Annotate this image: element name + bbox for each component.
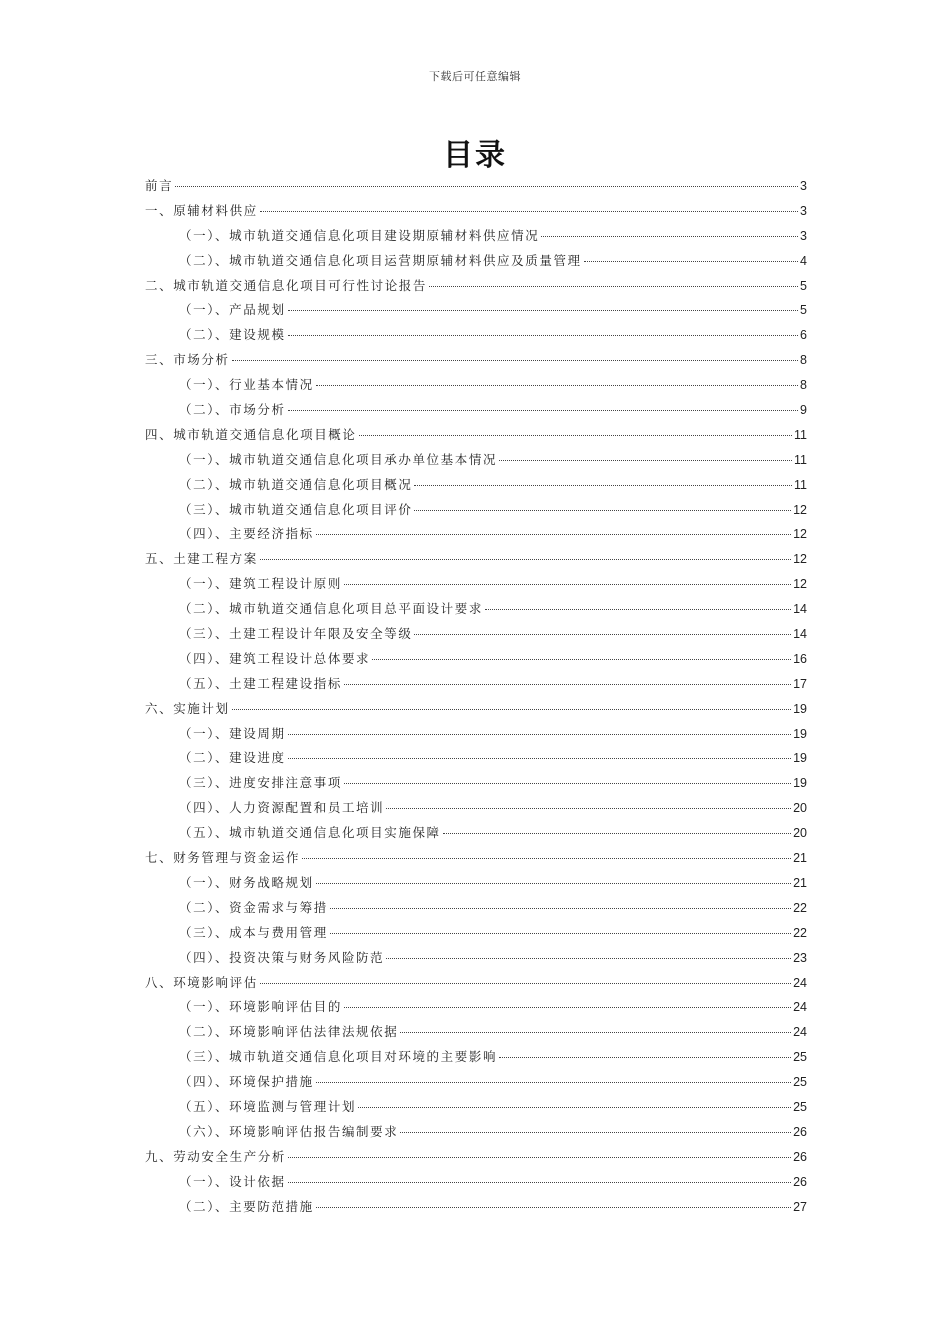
toc-entry[interactable]: [145, 226, 807, 251]
toc-entry-label: （一）、产品规划: [179, 302, 286, 318]
toc-entry[interactable]: [145, 574, 807, 599]
toc-entry-page-number: 26: [793, 1124, 807, 1139]
toc-entry-page-number: 5: [800, 278, 807, 293]
toc-entry-label: （二）、城市轨道交通信息化项目总平面设计要求: [179, 601, 483, 617]
dot-leader: [414, 510, 791, 511]
toc-entry-page-number: 14: [793, 627, 807, 642]
toc-entry-label: （三）、成本与费用管理: [179, 924, 328, 940]
toc-entry[interactable]: [145, 276, 807, 301]
toc-entry[interactable]: [145, 649, 807, 674]
page-title: 目录: [443, 138, 507, 173]
toc-entry-label: （四）、建筑工程设计总体要求: [179, 650, 371, 666]
dot-leader: [584, 261, 798, 262]
dot-leader: [359, 435, 793, 436]
toc-entry-page-number: 20: [793, 826, 807, 841]
toc-entry[interactable]: [145, 873, 807, 898]
dot-leader: [260, 983, 791, 984]
dot-leader: [358, 1107, 791, 1108]
toc-entry[interactable]: [145, 973, 807, 998]
dot-leader: [344, 1007, 791, 1008]
toc-entry-label: （三）、进度安排注意事项: [179, 775, 342, 791]
dot-leader: [344, 584, 791, 585]
toc-entry-label: （五）、环境监测与管理计划: [179, 1098, 357, 1114]
toc-entry[interactable]: [145, 251, 807, 276]
toc-entry-page-number: 12: [793, 502, 807, 517]
toc-entry-label: （四）、人力资源配置和员工培训: [179, 800, 385, 816]
dot-leader: [288, 1182, 792, 1183]
toc-entry-label: （一）、财务战略规划: [179, 874, 314, 890]
dot-leader: [232, 709, 791, 710]
toc-entry[interactable]: [145, 1072, 807, 1097]
toc-entry[interactable]: [145, 798, 807, 823]
toc-entry[interactable]: [145, 201, 807, 226]
toc-entry[interactable]: [145, 549, 807, 574]
toc-entry-label: 四、城市轨道交通信息化项目概论: [145, 426, 357, 442]
toc-entry-label: （一）、建设周期: [179, 725, 286, 741]
dot-leader: [485, 609, 791, 610]
dot-leader: [344, 783, 791, 784]
toc-entry[interactable]: [145, 599, 807, 624]
dot-leader: [386, 958, 791, 959]
toc-entry-page-number: 4: [800, 253, 807, 268]
toc-entry-label: （四）、环境保护措施: [179, 1074, 314, 1090]
toc-entry-page-number: 22: [793, 925, 807, 940]
dot-leader: [232, 360, 798, 361]
dot-leader: [443, 833, 791, 834]
dot-leader: [330, 908, 791, 909]
toc-entry-label: （一）、城市轨道交通信息化项目承办单位基本情况: [179, 451, 498, 467]
toc-entry-label: （五）、土建工程建设指标: [179, 675, 342, 691]
toc-entry-label: 一、原辅材料供应: [145, 202, 258, 218]
dot-leader: [499, 460, 792, 461]
header-note: 下载后可任意编辑: [429, 70, 521, 83]
toc-entry-page-number: 11: [794, 452, 807, 467]
toc-entry[interactable]: [145, 948, 807, 973]
toc-entry-label: （二）、城市轨道交通信息化项目概况: [179, 476, 413, 492]
toc-entry-label: （二）、市场分析: [179, 402, 286, 418]
toc-entry[interactable]: [145, 1197, 807, 1222]
toc-entry-page-number: 24: [793, 1025, 807, 1040]
toc-entry-page-number: 8: [800, 378, 807, 393]
toc-entry-label: （一）、行业基本情况: [179, 377, 314, 393]
toc-entry-page-number: 12: [793, 577, 807, 592]
dot-leader: [344, 684, 791, 685]
toc-entry-page-number: 25: [793, 1075, 807, 1090]
toc-entry[interactable]: [145, 325, 807, 350]
toc-entry-page-number: 19: [793, 701, 807, 716]
toc-entry-page-number: 12: [793, 527, 807, 542]
toc-entry[interactable]: [145, 1147, 807, 1172]
toc-entry[interactable]: [145, 1047, 807, 1072]
toc-entry-label: 九、劳动安全生产分析: [145, 1148, 287, 1164]
toc-entry[interactable]: [145, 1022, 807, 1047]
dot-leader: [316, 385, 798, 386]
toc-entry-page-number: 24: [793, 1000, 807, 1015]
toc-entry-page-number: 17: [793, 676, 807, 691]
toc-entry-page-number: 20: [793, 801, 807, 816]
toc-entry-page-number: 25: [793, 1050, 807, 1065]
toc-entry-page-number: 6: [800, 328, 807, 343]
toc-entry[interactable]: [145, 400, 807, 425]
toc-entry[interactable]: [145, 524, 807, 549]
toc-entry-label: （五）、城市轨道交通信息化项目实施保障: [179, 825, 441, 841]
dot-leader: [260, 559, 791, 560]
dot-leader: [288, 1157, 791, 1158]
toc-entry-page-number: 5: [800, 303, 807, 318]
toc-entry[interactable]: [145, 1097, 807, 1122]
dot-leader: [541, 236, 798, 237]
dot-leader: [372, 659, 791, 660]
toc-entry[interactable]: [145, 500, 807, 525]
toc-entry-label: （三）、土建工程设计年限及安全等级: [179, 626, 413, 642]
toc-entry[interactable]: [145, 624, 807, 649]
toc-entry[interactable]: [145, 748, 807, 773]
toc-entry[interactable]: [145, 475, 807, 500]
toc-entry-label: 八、环境影响评估: [145, 974, 258, 990]
toc-entry-page-number: 12: [793, 552, 807, 567]
dot-leader: [288, 734, 792, 735]
toc-entry-label: （一）、设计依据: [179, 1173, 286, 1189]
toc-entry-page-number: 3: [800, 228, 807, 243]
toc-entry-label: （一）、环境影响评估目的: [179, 999, 342, 1015]
toc-entry-label: （二）、资金需求与筹措: [179, 899, 328, 915]
toc-entry-label: （二）、城市轨道交通信息化项目运营期原辅材料供应及质量管理: [179, 252, 582, 268]
toc-entry-page-number: 19: [793, 751, 807, 766]
toc-entry[interactable]: [145, 823, 807, 848]
toc-entry-label: （二）、建设规模: [179, 327, 286, 343]
toc-entry-label: （二）、主要防范措施: [179, 1198, 314, 1214]
dot-leader: [429, 286, 798, 287]
toc-entry-page-number: 25: [793, 1099, 807, 1114]
toc-entry-page-number: 26: [793, 1174, 807, 1189]
toc-entry-page-number: 19: [793, 776, 807, 791]
dot-leader: [400, 1032, 791, 1033]
toc-entry[interactable]: [145, 674, 807, 699]
toc-entry[interactable]: [145, 375, 807, 400]
toc-entry-label: 五、土建工程方案: [145, 551, 258, 567]
dot-leader: [386, 808, 791, 809]
dot-leader: [316, 883, 791, 884]
dot-leader: [414, 485, 792, 486]
toc-entry[interactable]: [145, 300, 807, 325]
dot-leader: [330, 933, 791, 934]
toc-entry-label: 七、财务管理与资金运作: [145, 850, 301, 866]
table-of-contents: [145, 176, 807, 1221]
toc-entry-page-number: 19: [793, 726, 807, 741]
toc-entry-page-number: 8: [800, 353, 807, 368]
toc-entry-label: （二）、环境影响评估法律法规依据: [179, 1024, 399, 1040]
toc-entry-label: 前言: [145, 178, 174, 193]
toc-entry-page-number: 21: [793, 851, 807, 866]
dot-leader: [400, 1132, 791, 1133]
dot-leader: [316, 1207, 791, 1208]
toc-entry[interactable]: [145, 350, 807, 375]
toc-entry-page-number: 23: [793, 950, 807, 965]
toc-entry[interactable]: [145, 450, 807, 475]
toc-entry-label: 三、市场分析: [145, 352, 230, 368]
toc-entry[interactable]: [145, 997, 807, 1022]
toc-entry[interactable]: [145, 1122, 807, 1147]
toc-entry-label: （四）、主要经济指标: [179, 526, 314, 542]
toc-entry[interactable]: [145, 773, 807, 798]
toc-entry-page-number: 27: [793, 1199, 807, 1214]
toc-entry[interactable]: [145, 923, 807, 948]
dot-leader: [288, 310, 798, 311]
toc-entry-page-number: 3: [800, 203, 807, 218]
toc-entry[interactable]: [145, 724, 807, 749]
dot-leader: [302, 858, 791, 859]
toc-entry-page-number: 24: [793, 975, 807, 990]
dot-leader: [288, 410, 798, 411]
dot-leader: [288, 758, 792, 759]
toc-entry-page-number: 3: [800, 179, 807, 193]
toc-entry-label: （一）、城市轨道交通信息化项目建设期原辅材料供应情况: [179, 227, 540, 243]
toc-entry-label: 二、城市轨道交通信息化项目可行性讨论报告: [145, 277, 428, 293]
toc-entry[interactable]: [145, 1172, 807, 1197]
toc-entry-page-number: 14: [793, 602, 807, 617]
toc-entry-page-number: 21: [793, 875, 807, 890]
toc-entry[interactable]: [145, 848, 807, 873]
dot-leader: [499, 1057, 791, 1058]
toc-entry[interactable]: [145, 699, 807, 724]
dot-leader: [288, 335, 798, 336]
dot-leader: [260, 211, 798, 212]
toc-entry[interactable]: [145, 176, 807, 201]
toc-entry-label: （三）、城市轨道交通信息化项目评价: [179, 501, 413, 517]
toc-entry-page-number: 22: [793, 900, 807, 915]
toc-entry-page-number: 9: [800, 403, 807, 418]
toc-entry-label: （二）、建设进度: [179, 750, 286, 766]
toc-entry-label: （一）、建筑工程设计原则: [179, 576, 342, 592]
toc-entry-label: （四）、投资决策与财务风险防范: [179, 949, 385, 965]
toc-entry-page-number: 26: [793, 1149, 807, 1164]
toc-entry-page-number: 16: [793, 651, 807, 666]
toc-entry[interactable]: [145, 898, 807, 923]
dot-leader: [316, 534, 791, 535]
toc-entry-label: （六）、环境影响评估报告编制要求: [179, 1123, 399, 1139]
toc-entry-page-number: 11: [794, 477, 807, 492]
toc-entry-label: 六、实施计划: [145, 700, 230, 716]
toc-entry-label: （三）、城市轨道交通信息化项目对环境的主要影响: [179, 1049, 498, 1065]
dot-leader: [175, 186, 798, 187]
toc-entry[interactable]: [145, 425, 807, 450]
dot-leader: [316, 1082, 791, 1083]
toc-entry-page-number: 11: [794, 427, 807, 442]
dot-leader: [414, 634, 791, 635]
